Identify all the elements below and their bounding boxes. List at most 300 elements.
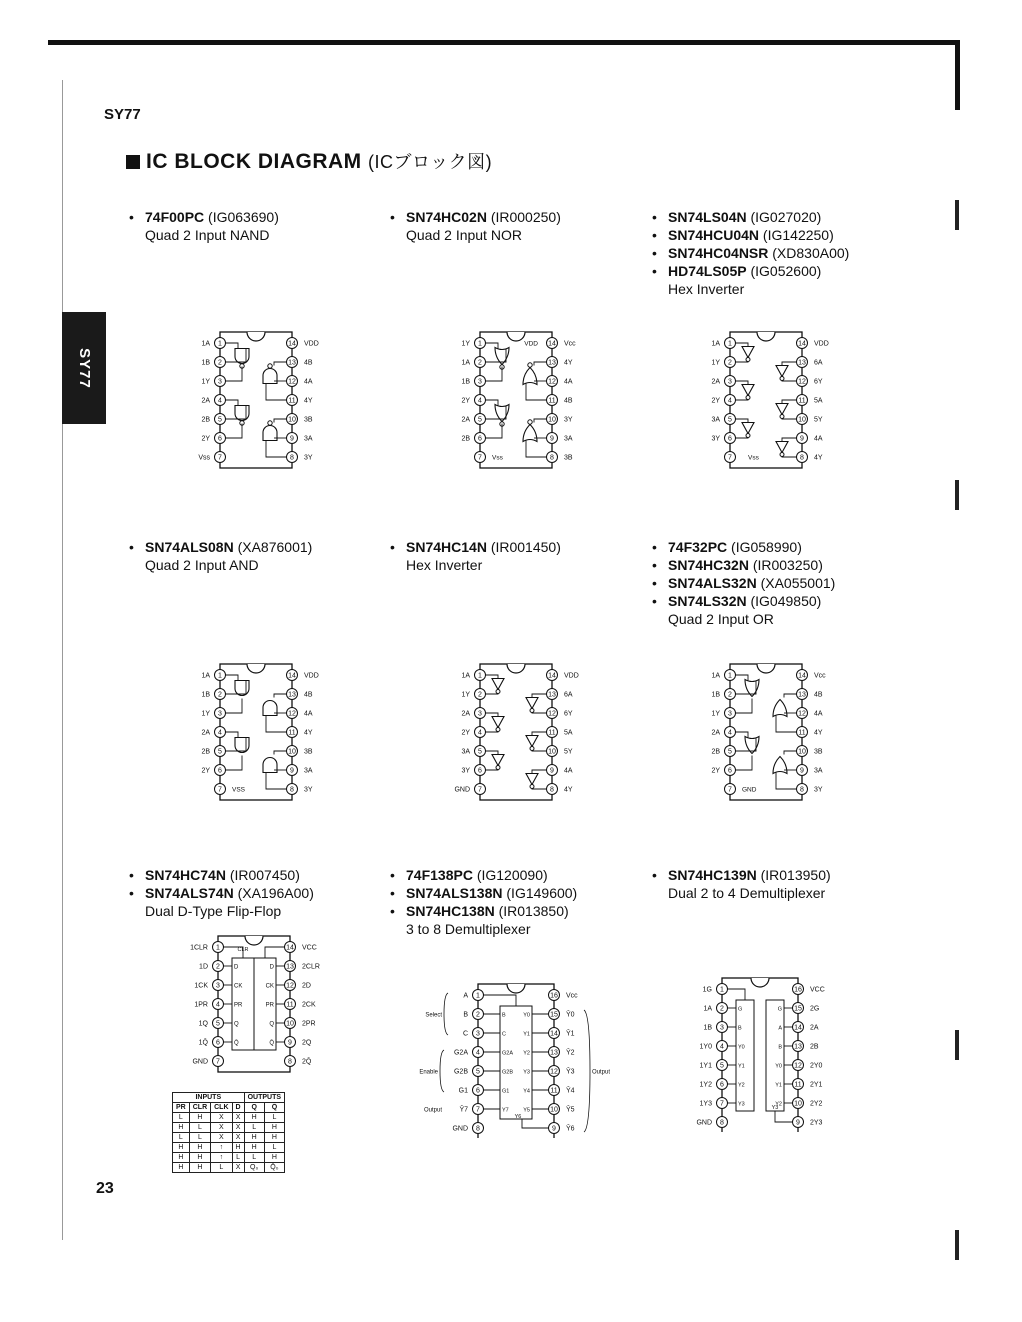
wire bbox=[736, 438, 749, 439]
pin-number: 1 bbox=[720, 986, 724, 994]
pin-number: 10 bbox=[550, 1106, 558, 1114]
pin-number: 8 bbox=[290, 454, 294, 462]
table-cell: L bbox=[232, 1153, 244, 1163]
wire bbox=[532, 751, 547, 752]
wire bbox=[526, 441, 547, 458]
pin-number: 4 bbox=[478, 729, 482, 737]
pin1-notch bbox=[507, 984, 525, 993]
pin-number: 9 bbox=[290, 435, 294, 443]
part-number-line bbox=[668, 574, 928, 592]
pin-number: 1 bbox=[728, 340, 732, 348]
part-code: (IG142250) bbox=[759, 227, 834, 243]
pin-label: 4Y bbox=[564, 786, 573, 794]
pin-number: 9 bbox=[288, 1039, 292, 1047]
wire bbox=[274, 419, 287, 423]
part-code: (XA055001) bbox=[756, 575, 836, 591]
pin-number: 12 bbox=[548, 710, 556, 718]
pin-label: 2Y bbox=[711, 397, 720, 405]
nand-gate-group bbox=[263, 421, 277, 441]
pin-label: Y1 bbox=[523, 1031, 530, 1038]
pin-label: G2A bbox=[502, 1050, 514, 1057]
pin-number: 8 bbox=[800, 786, 804, 794]
part-number-line bbox=[668, 244, 928, 262]
pin-number: 6 bbox=[478, 767, 482, 775]
wire bbox=[226, 675, 239, 681]
pin-number: 11 bbox=[550, 1087, 558, 1095]
wire bbox=[532, 713, 547, 714]
part-number: SN74ALS74N bbox=[145, 885, 234, 901]
pin-label: 2Y bbox=[201, 767, 210, 775]
pin-label: VDD bbox=[304, 340, 319, 348]
wire bbox=[484, 995, 517, 1006]
pin-label: Y0 bbox=[738, 1044, 745, 1051]
pin-number: 7 bbox=[218, 454, 222, 462]
part-number: SN74LS04N bbox=[668, 209, 747, 225]
part-code: (IR001450) bbox=[486, 539, 561, 555]
pin-number: 12 bbox=[548, 378, 556, 386]
edge-mark bbox=[955, 1030, 959, 1060]
pin-label: 3B bbox=[304, 416, 313, 424]
table-cell: H bbox=[244, 1113, 264, 1123]
part-number-line bbox=[145, 208, 405, 226]
part-number: SN74HC32N bbox=[668, 557, 749, 573]
pin-label: 1A bbox=[703, 1005, 712, 1013]
pin-label: 1B bbox=[703, 1024, 712, 1032]
inversion-bubble bbox=[268, 364, 272, 368]
wire bbox=[526, 384, 547, 401]
pin-label: G2B bbox=[453, 1068, 468, 1076]
part-description: Hex Inverter bbox=[406, 557, 483, 573]
wire bbox=[486, 694, 499, 695]
pin-label: Y1 bbox=[738, 1063, 745, 1070]
pin-number: 9 bbox=[550, 767, 554, 775]
table-cell: L bbox=[244, 1153, 264, 1163]
pin-number: 1 bbox=[728, 672, 732, 680]
table-cell: L bbox=[244, 1123, 264, 1133]
pin-number: 12 bbox=[794, 1062, 802, 1070]
table-cell: Q₀ bbox=[244, 1163, 264, 1173]
ic-diagram-2to4-demux bbox=[686, 972, 846, 1132]
pin-label: 1Y bbox=[201, 378, 210, 386]
table-cell: H bbox=[173, 1153, 190, 1163]
ic-diagram-3to8-demux bbox=[412, 978, 642, 1138]
pin-number: 13 bbox=[798, 359, 806, 367]
pin-label: Vss bbox=[492, 454, 503, 462]
pin-label: 2Y bbox=[201, 435, 210, 443]
pin-number: 14 bbox=[286, 944, 294, 952]
part-description: 3 to 8 Demultiplexer bbox=[406, 921, 531, 937]
part-number-line bbox=[668, 262, 928, 280]
group-label: Output bbox=[592, 1069, 611, 1076]
pin-label: 1CK bbox=[194, 982, 208, 990]
wire bbox=[266, 441, 287, 458]
wire bbox=[782, 419, 797, 420]
pin-label: G bbox=[738, 1006, 743, 1013]
pin-label: Vcc bbox=[564, 340, 576, 348]
part-number: SN74HC04NSR bbox=[668, 245, 769, 261]
pin-number: 3 bbox=[218, 378, 222, 386]
pin-label: 2Y bbox=[711, 767, 720, 775]
pin-number: 1 bbox=[476, 992, 480, 1000]
inversion-bubble bbox=[780, 453, 784, 457]
pin-label: Y7 bbox=[502, 1107, 509, 1114]
pin-label: 2Y3 bbox=[810, 1119, 823, 1127]
pin-label: 3Y bbox=[564, 416, 573, 424]
pin-number: 2 bbox=[728, 691, 732, 699]
part-code: (XD830A00) bbox=[768, 245, 850, 261]
part-code: (IR007450) bbox=[225, 867, 300, 883]
table-cell: X bbox=[211, 1113, 232, 1123]
table-cell: ↑ bbox=[211, 1153, 232, 1163]
pin-label: 3A bbox=[461, 748, 470, 756]
inversion-bubble bbox=[530, 709, 534, 713]
wire bbox=[274, 751, 287, 755]
pin-number: 14 bbox=[548, 340, 556, 348]
or-gate-group bbox=[773, 757, 787, 774]
pin-number: 11 bbox=[798, 729, 806, 737]
pin-label: 3A bbox=[814, 767, 823, 775]
pin-label: 4A bbox=[814, 710, 823, 718]
pin-label: 5A bbox=[814, 397, 823, 405]
pin-number: 1 bbox=[478, 672, 482, 680]
wire bbox=[486, 770, 499, 771]
pin-number: 4 bbox=[720, 1043, 724, 1051]
pin-label: Q bbox=[234, 1021, 239, 1028]
pin-label: Y2 bbox=[775, 1101, 782, 1108]
part-number-line bbox=[145, 538, 405, 556]
pin-label: Ȳ4 bbox=[566, 1087, 575, 1095]
wire bbox=[486, 424, 503, 439]
nor-gate-group bbox=[495, 405, 509, 427]
pin-label: VDD bbox=[304, 672, 319, 680]
part-number-line bbox=[406, 538, 666, 556]
inverter-gate bbox=[776, 442, 788, 453]
part-number-line bbox=[406, 866, 666, 884]
pin-label: 3A bbox=[304, 435, 313, 443]
pin-label: Y2 bbox=[523, 1050, 530, 1057]
pin-label: B bbox=[738, 1025, 742, 1032]
pin-number: 4 bbox=[216, 1001, 220, 1009]
wire bbox=[266, 384, 287, 401]
pin-number: 1 bbox=[216, 944, 220, 952]
wire bbox=[534, 419, 547, 423]
margin-line bbox=[62, 80, 63, 1240]
top-rule bbox=[48, 40, 960, 45]
pin-label: Y3 bbox=[771, 1105, 779, 1111]
pin-label: G2B bbox=[502, 1069, 514, 1076]
pin-label: 2Y1 bbox=[810, 1081, 823, 1089]
pin-number: 13 bbox=[548, 691, 556, 699]
pin-number: 10 bbox=[798, 748, 806, 756]
pin-number: 7 bbox=[478, 454, 482, 462]
wire bbox=[784, 751, 797, 755]
pin-number: 1 bbox=[218, 340, 222, 348]
table-cell: L bbox=[264, 1143, 284, 1153]
wire bbox=[736, 362, 749, 363]
table-header: D bbox=[232, 1103, 244, 1113]
part-number-line bbox=[145, 866, 405, 884]
inverter-gate bbox=[492, 755, 504, 766]
pin-number: 2 bbox=[218, 691, 222, 699]
ic-diagram-flip-flop bbox=[170, 930, 340, 1078]
pin-label: Y3 bbox=[738, 1101, 745, 1108]
pin-number: 12 bbox=[550, 1068, 558, 1076]
pin-number: 3 bbox=[478, 378, 482, 386]
pin-label: 6Y bbox=[564, 710, 573, 718]
part-code: (IG063690) bbox=[204, 209, 279, 225]
pin-number: 2 bbox=[216, 963, 220, 971]
pin-label: G bbox=[777, 1006, 782, 1013]
pin-number: 7 bbox=[478, 786, 482, 794]
inversion-bubble bbox=[528, 420, 532, 424]
pin-label: 2CLR bbox=[302, 963, 320, 971]
pin-label: Ȳ7 bbox=[459, 1106, 468, 1114]
pin-label: C bbox=[462, 1030, 468, 1038]
inversion-bubble bbox=[496, 728, 500, 732]
pin-number: 3 bbox=[728, 378, 732, 386]
ic-diagram-hex-inverter bbox=[690, 326, 850, 474]
pin-label: 2A bbox=[201, 397, 210, 405]
pin-label: 4Y bbox=[814, 454, 823, 462]
wire bbox=[265, 947, 285, 958]
pin-label: 3Y bbox=[304, 454, 313, 462]
pin-label: 2CK bbox=[302, 1001, 316, 1009]
inversion-bubble bbox=[530, 747, 534, 751]
wire bbox=[782, 457, 797, 458]
and-gate-group bbox=[235, 738, 249, 753]
table-cell: L bbox=[189, 1123, 210, 1133]
pin-label: 2B bbox=[810, 1043, 819, 1051]
table-cell: L bbox=[264, 1113, 284, 1123]
table-cell: X bbox=[232, 1133, 244, 1143]
pin-label: Ȳ6 bbox=[566, 1125, 575, 1133]
pin-label: 3Y bbox=[304, 786, 313, 794]
edge-mark bbox=[955, 480, 959, 510]
part-code: (IG058990) bbox=[727, 539, 802, 555]
part-number-line bbox=[406, 208, 666, 226]
pin-number: 9 bbox=[552, 1125, 556, 1133]
pin-number: 5 bbox=[478, 416, 482, 424]
pin-label: 4Y bbox=[304, 397, 313, 405]
pin-label: D bbox=[234, 964, 239, 971]
part-number: SN74HC14N bbox=[406, 539, 487, 555]
inversion-bubble bbox=[746, 358, 750, 362]
part-code: (IR013850) bbox=[494, 903, 569, 919]
pin-label: D bbox=[269, 964, 274, 971]
table-group-row bbox=[173, 1093, 285, 1103]
pin-label: 1B bbox=[711, 691, 720, 699]
pin-number: 13 bbox=[288, 359, 296, 367]
pin-label: A bbox=[463, 992, 468, 1000]
pin-label: 4B bbox=[304, 691, 313, 699]
pin-number: 11 bbox=[794, 1081, 802, 1089]
and-gate bbox=[235, 738, 249, 753]
pin-label: 2D bbox=[302, 982, 311, 990]
pin-number: 7 bbox=[728, 786, 732, 794]
pin-number: 5 bbox=[218, 416, 222, 424]
pin-label: Y1 bbox=[775, 1082, 782, 1089]
pin-label: G1 bbox=[458, 1087, 468, 1095]
page-number: 23 bbox=[96, 1180, 114, 1197]
pin-number: 8 bbox=[550, 786, 554, 794]
decoder-block bbox=[500, 1006, 532, 1119]
inverter-gate bbox=[742, 423, 754, 434]
pin-number: 12 bbox=[798, 710, 806, 718]
pin-label: 4A bbox=[304, 378, 313, 386]
pin-number: 5 bbox=[476, 1068, 480, 1076]
pin-number: 6 bbox=[216, 1039, 220, 1047]
pin-number: 10 bbox=[794, 1100, 802, 1108]
pin1-notch bbox=[751, 978, 769, 987]
wire bbox=[266, 773, 287, 790]
pin-number: 2 bbox=[476, 1011, 480, 1019]
table-header-row bbox=[173, 1103, 285, 1113]
pin-label: VCC bbox=[810, 986, 825, 994]
right-edge-mark bbox=[955, 40, 960, 110]
part-description: Quad 2 Input AND bbox=[145, 557, 259, 573]
pin-label: 1G bbox=[702, 986, 712, 994]
inverter-gate bbox=[776, 366, 788, 377]
pin-number: 10 bbox=[288, 416, 296, 424]
table-cell: H bbox=[189, 1113, 210, 1123]
pin1-notch bbox=[247, 664, 265, 673]
pin-number: 6 bbox=[218, 435, 222, 443]
pin-label: GND bbox=[452, 1125, 468, 1133]
pin-label: 2B bbox=[711, 748, 720, 756]
part-block bbox=[668, 208, 928, 298]
pin-label: 2Y bbox=[461, 729, 470, 737]
pin-label: CK bbox=[265, 983, 274, 990]
pin-number: 3 bbox=[478, 710, 482, 718]
pin-number: 8 bbox=[476, 1125, 480, 1133]
pin-label: 1A bbox=[711, 672, 720, 680]
pin-label: 2B bbox=[201, 416, 210, 424]
pin-number: 3 bbox=[218, 710, 222, 718]
pin-label: 2A bbox=[810, 1024, 819, 1032]
pin-number: 4 bbox=[478, 397, 482, 405]
pin-number: 4 bbox=[218, 729, 222, 737]
pin-label: 4B bbox=[814, 691, 823, 699]
pin-label: 5Y bbox=[564, 748, 573, 756]
pin-label: 1B bbox=[201, 359, 210, 367]
ic-diagram-or bbox=[690, 658, 850, 806]
part-number-line bbox=[668, 208, 928, 226]
wire bbox=[736, 400, 749, 401]
pin1-notch bbox=[757, 664, 775, 673]
pin-label: 4Y bbox=[304, 729, 313, 737]
pin-label: 1Y1 bbox=[699, 1062, 712, 1070]
pin1-notch bbox=[507, 664, 525, 673]
table-row bbox=[173, 1133, 285, 1143]
table-cell: ↑ bbox=[211, 1143, 232, 1153]
part-code: (IG120090) bbox=[472, 867, 548, 883]
part-description: Dual 2 to 4 Demultiplexer bbox=[668, 885, 826, 901]
inversion-bubble bbox=[746, 396, 750, 400]
part-code: (IR000250) bbox=[486, 209, 561, 225]
wire bbox=[226, 343, 239, 349]
pin-label: 1Y bbox=[461, 340, 470, 348]
pin-number: 11 bbox=[548, 729, 556, 737]
table-cell: L bbox=[211, 1163, 232, 1173]
part-number: SN74HC139N bbox=[668, 867, 757, 883]
table-cell: H bbox=[189, 1163, 210, 1173]
part-block bbox=[668, 538, 928, 628]
table-cell: L bbox=[189, 1133, 210, 1143]
part-description: Quad 2 Input OR bbox=[668, 611, 774, 627]
part-block bbox=[145, 866, 405, 920]
pin-label: B bbox=[463, 1011, 468, 1019]
inverter-gate bbox=[526, 698, 538, 709]
pin-label: PR bbox=[265, 1002, 274, 1009]
table-row bbox=[173, 1163, 285, 1173]
pin-label: CK bbox=[234, 983, 243, 990]
table-cell: X bbox=[232, 1163, 244, 1173]
part-number: SN74HC74N bbox=[145, 867, 226, 883]
pin-number: 14 bbox=[798, 672, 806, 680]
table-cell: X bbox=[211, 1133, 232, 1143]
pin-number: 7 bbox=[216, 1058, 220, 1066]
part-code: (IG049850) bbox=[746, 593, 822, 609]
pin-label: VSS bbox=[232, 786, 246, 794]
pin-label: 4A bbox=[814, 435, 823, 443]
pin-label: Ȳ5 bbox=[566, 1106, 575, 1114]
pin-label: VDD bbox=[564, 672, 579, 680]
pin-number: 2 bbox=[478, 691, 482, 699]
pin-number: 8 bbox=[720, 1119, 724, 1127]
inverter-gate bbox=[742, 347, 754, 358]
pin-label: Ȳ3 bbox=[566, 1068, 575, 1076]
group-label: Enable bbox=[419, 1069, 438, 1076]
table-cell: X bbox=[232, 1123, 244, 1133]
pin-label: 3A bbox=[711, 416, 720, 424]
wire bbox=[784, 694, 797, 698]
pin-number: 12 bbox=[288, 710, 296, 718]
wire bbox=[736, 756, 753, 771]
pin-number: 14 bbox=[288, 672, 296, 680]
pin-number: 4 bbox=[476, 1049, 480, 1057]
part-number: SN74ALS08N bbox=[145, 539, 234, 555]
ic-package bbox=[722, 978, 798, 1132]
edge-mark bbox=[955, 200, 959, 230]
table-cell: H bbox=[189, 1153, 210, 1163]
pin-label: 1A bbox=[201, 672, 210, 680]
or-gate-group bbox=[773, 700, 787, 717]
pin-number: 14 bbox=[288, 340, 296, 348]
pin-number: 11 bbox=[798, 397, 806, 405]
pin-number: 9 bbox=[796, 1119, 800, 1127]
inverter-gate bbox=[492, 679, 504, 690]
pin-label: 3A bbox=[564, 435, 573, 443]
pin-label: 1Y bbox=[461, 691, 470, 699]
pin-number: 2 bbox=[720, 1005, 724, 1013]
pin-label: 1Y3 bbox=[699, 1100, 712, 1108]
decoder-block-2 bbox=[766, 1000, 784, 1111]
part-code: (IG052600) bbox=[746, 263, 822, 279]
part-number-line bbox=[668, 556, 928, 574]
table-row bbox=[173, 1153, 285, 1163]
part-number-line bbox=[668, 538, 928, 556]
pin-number: 7 bbox=[218, 786, 222, 794]
pin-label: Ȳ0 bbox=[566, 1011, 575, 1019]
table-row bbox=[173, 1143, 285, 1153]
inverter-gate bbox=[742, 385, 754, 396]
pin-label: 2A bbox=[711, 729, 720, 737]
pin-number: 1 bbox=[218, 672, 222, 680]
pin-number: 6 bbox=[478, 435, 482, 443]
pin-number: 6 bbox=[218, 767, 222, 775]
pin-number: 6 bbox=[728, 767, 732, 775]
part-block bbox=[406, 866, 666, 938]
